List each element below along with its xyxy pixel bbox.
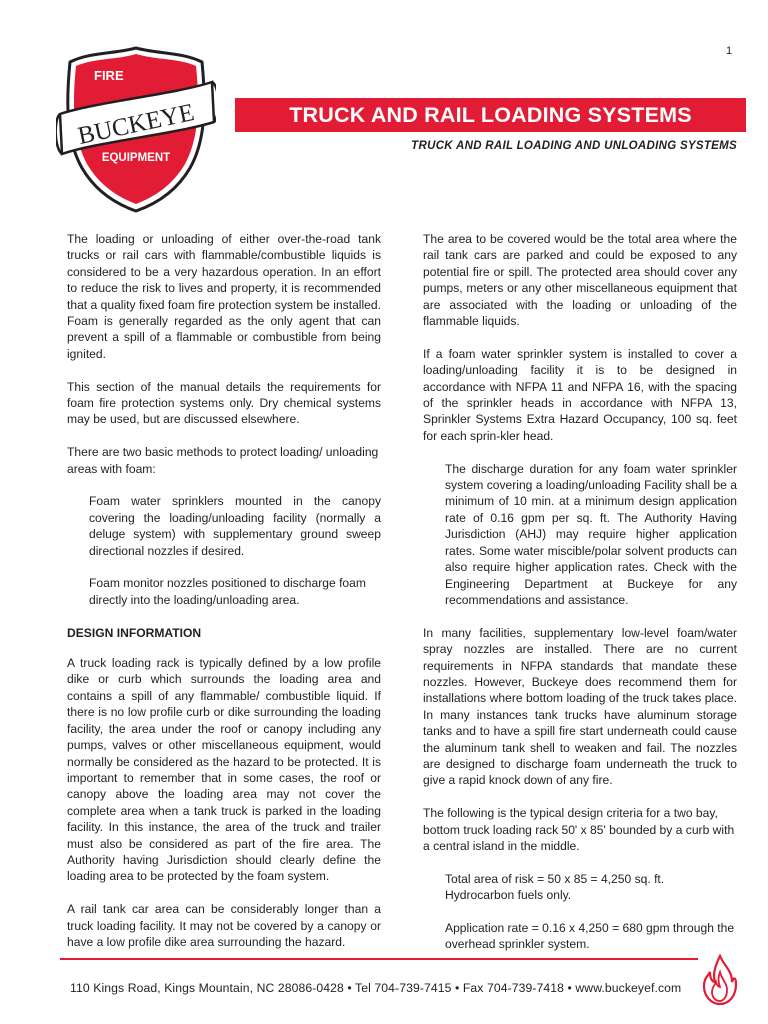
logo-equipment-text: EQUIPMENT (101, 152, 171, 164)
page-subtitle: TRUCK AND RAIL LOADING AND UNLOADING SYSTEMS (411, 140, 737, 152)
paragraph: The area to be covered would be the total area where the rail tank cars are parked and could be exposed to any potential fire or spill. The protected area should cover any pumps, meters or any other miscellaneous equipment that are associated with the loading or unloading of the flammable liquids. (423, 232, 737, 329)
paragraph: In many facilities, supplementary low-level foam/water spray nozzles are installed. There are no current requirements in NFPA standards that mandate these nozzles. However, Buckeye does recommend them for installations where bottom loading of the truck takes place. In many instances tank trucks have aluminum storage tanks and to have a spill fire start underneath could cause the aluminum tank shell to weaken and fail. The nozzles are designed to discharge foam underneath the truck to give a rapid knock down of any fire. (423, 625, 737, 788)
section-heading: DESIGN INFORMATION (67, 625, 202, 640)
method-paragraph: Foam monitor nozzles positioned to discharge foam directly into the loading/unloading area. (89, 576, 366, 607)
paragraph: If a foam water sprinkler system is installed to cover a loading/unloading facility it is to be designed in accordance with NFPA 11 and NFPA 16, with the spacing of the sprinkler heads in accordance with NFPA 13, Sprinkler Systems Extra Hazard Occupancy, 100 sq. feet for each sprin-kler head. (423, 346, 737, 443)
paragraph: A rail tank car area can be considerably longer than a truck loading facility. It may not be covered by a canopy or have a low profile dike area surrounding the hazard. (67, 902, 381, 949)
application-rate: Application rate = 0.16 x 4,250 = 680 gpm through the overhead sprinkler system. (445, 920, 735, 952)
logo-fire-text: FIRE (94, 68, 124, 83)
design-criteria (423, 871, 737, 904)
footer-rule (60, 958, 698, 960)
paragraph: This section of the manual details the requirements for foam fire protection systems only. Dry chemical systems may be used, but are discussed elsewhere. (67, 379, 381, 427)
paragraph: The following is the typical design criteria for a two bay, bottom truck loading rack 50' x 85' bounded by a curb with a central island in the middle. (423, 806, 735, 853)
flame-icon (702, 954, 738, 1006)
paragraph: The loading or unloading of either over-the-road tank trucks or rail cars with flammable/combustible liquids is considered to be a very hazardous operation. In an effort to reduce the risk to lives and property, it is recommended that a quality fixed foam fire protection system be installed. Foam is generally regarded as the only agent that can prevent a spill of a flammable or combustible from being ignited. (67, 232, 381, 361)
page-title: TRUCK AND RAIL LOADING SYSTEMS (235, 98, 746, 132)
page-number: 1 (726, 45, 733, 57)
paragraph: A truck loading rack is typically defined by a low profile dike or curb which surrounds the loading area and contains a spill of any flammable/ combustible liquid. If there is no low profile curb or dike surrounding the loading facility, the area under the roof or canopy including any pumps, valves or other miscellaneous equipment, would normally be considered as the hazard to be protected. It is important to remember that in some cases, the roof or canopy above the loading area may not cover the complete area when a tank truck is parked in the loading facility. In this instance, the area of the truck and trailer must also be considered as part of the fire area. The Authority having Jurisdiction should clearly define the loading area to be protected by the foam system. (67, 656, 381, 884)
criteria-fuel: Hydrocarbon fuels only. (445, 888, 572, 903)
indented-paragraph: The discharge duration for any foam water sprinkler system covering a loading/unloading Facility shall be a minimum of 10 min. at a minimum design application rate of 0.16 gpm per sq. ft. The Authority Having Jurisdiction (AHJ) may require higher application rates. Some water miscible/polar solvent products can also require higher application rates. Check with the Engineering Department at Buckeye for any recommendations and assistance. (445, 461, 737, 607)
right-column (423, 231, 737, 969)
paragraph: There are two basic methods to protect loading/ unloading areas with foam: (67, 445, 379, 476)
logo-buckeye-text: BUCKEYE (75, 99, 197, 150)
criteria-area: Total area of risk = 50 x 85 = 4,250 sq. ft. (445, 871, 665, 886)
buckeye-fire-equipment-logo (56, 44, 216, 214)
method-paragraph: Foam water sprinklers mounted in the canopy covering the loading/unloading facility (normally a deluge system) with supplementary ground sweep directional nozzles if desired. (89, 494, 381, 558)
left-column (67, 231, 381, 967)
footer-contact: 110 Kings Road, Kings Mountain, NC 28086-0428 • Tel 704-739-7415 • Fax 704-739-7418 • www.buckeyef.com (70, 981, 682, 995)
